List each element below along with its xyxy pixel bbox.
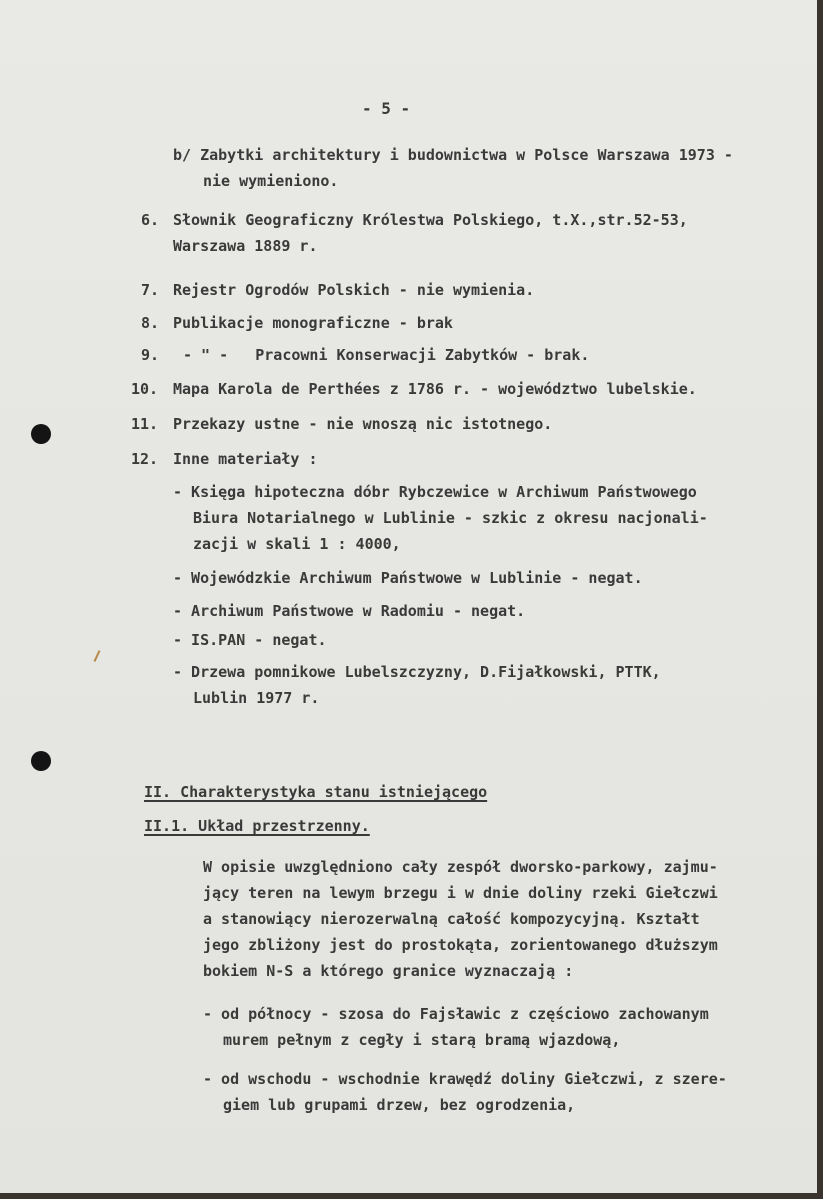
bullet-line: - od północy - szosa do Fajsławic z częściowo zachowanym (203, 1005, 709, 1023)
list-number: 12. (131, 450, 159, 468)
punch-hole (31, 424, 51, 444)
paragraph-line: a stanowiący nierozerwalną całość kompozycyjną. Kształt (203, 910, 700, 928)
section-heading: II. Charakterystyka stanu istniejącego (144, 783, 488, 801)
item-b-line-2: nie wymieniono. (203, 172, 339, 190)
sublist-item-line: zacji w skali 1 : 4000, (193, 535, 401, 553)
punch-hole (31, 751, 51, 771)
list-number: 10. (131, 380, 159, 398)
bullet-line: giem lub grupami drzew, bez ogrodzenia, (223, 1096, 576, 1114)
page-edge-right (817, 0, 823, 1199)
list-item-line: Przekazy ustne - nie wnoszą nic istotnego. (173, 415, 553, 433)
list-number: 8. (141, 314, 160, 332)
list-item-line: Słownik Geograficzny Królestwa Polskiego, t.X.,str.52-53, (173, 211, 688, 229)
list-item-line: Publikacje monograficzne - brak (173, 314, 453, 332)
sublist-item-line: - Wojewódzkie Archiwum Państwowe w Lublinie - negat. (173, 569, 643, 587)
page-number: - 5 - (362, 99, 411, 118)
bullet-line: murem pełnym z cegły i starą bramą wjazdową, (223, 1031, 621, 1049)
sublist-item-line: - Archiwum Państwowe w Radomiu - negat. (173, 602, 526, 620)
list-number: 11. (131, 415, 159, 433)
list-number: 7. (141, 281, 160, 299)
sublist-item-line: Lublin 1977 r. (193, 689, 320, 707)
paragraph-line: bokiem N-S a którego granice wyznaczają : (203, 962, 574, 980)
list-item-line: - " - Pracowni Konserwacji Zabytków - brak. (183, 346, 590, 364)
list-item-line: Warszawa 1889 r. (173, 237, 318, 255)
list-item-line: Inne materiały : (173, 450, 318, 468)
item-b-line-1: b/ Zabytki architektury i budownictwa w Polsce Warszawa 1973 - (173, 146, 733, 164)
subsection-heading: II.1. Układ przestrzenny. (144, 817, 370, 835)
list-number: 6. (141, 211, 160, 229)
sublist-item-line: Biura Notarialnego w Lublinie - szkic z okresu nacjonali- (193, 509, 708, 527)
list-number: 9. (141, 346, 160, 364)
paragraph-line: jący teren na lewym brzegu i w dnie doliny rzeki Giełczwi (203, 884, 718, 902)
paragraph-line: W opisie uwzględniono cały zespół dworsko-parkowy, zajmu- (203, 858, 718, 876)
page-edge-bottom (0, 1193, 823, 1199)
sublist-item-line: - Księga hipoteczna dóbr Rybczewice w Archiwum Państwowego (173, 483, 697, 501)
list-item-line: Mapa Karola de Perthées z 1786 r. - województwo lubelskie. (173, 380, 697, 398)
sublist-item-line: - IS.PAN - negat. (173, 631, 327, 649)
sublist-item-line: - Drzewa pomnikowe Lubelszczyzny, D.Fijałkowski, PTTK, (173, 663, 661, 681)
list-item-line: Rejestr Ogrodów Polskich - nie wymienia. (173, 281, 535, 299)
bullet-line: - od wschodu - wschodnie krawędź doliny Giełczwi, z szere- (203, 1070, 727, 1088)
paragraph-line: jego zbliżony jest do prostokąta, zorientowanego dłuższym (203, 936, 718, 954)
pencil-mark (94, 650, 101, 662)
